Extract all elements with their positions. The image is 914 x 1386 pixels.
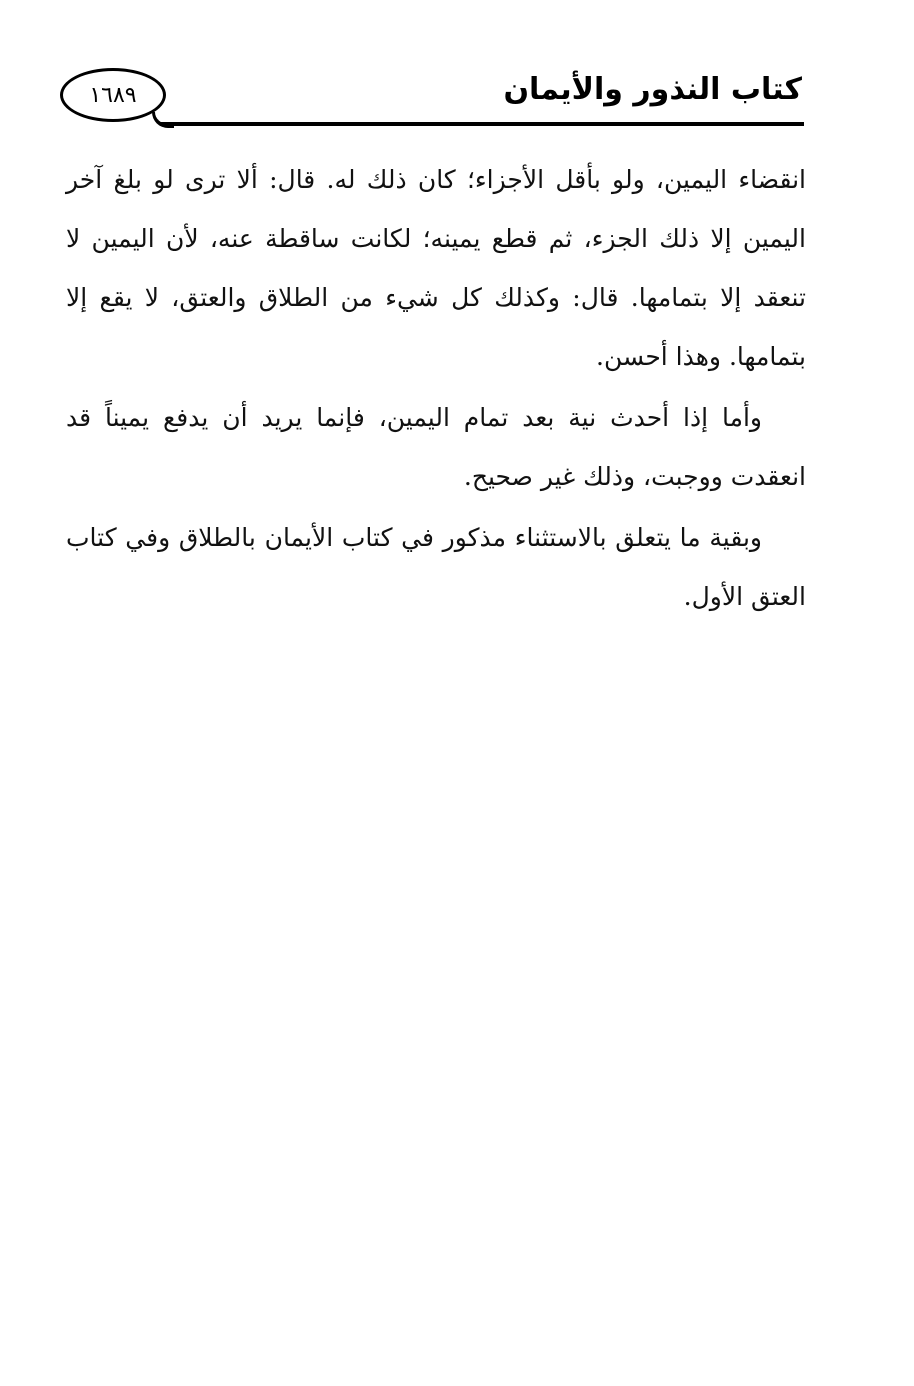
- page-number-badge: [60, 68, 166, 122]
- paragraph: انقضاء اليمين، ولو بأقل الأجزاء؛ كان ذلك له. قال: ألا ترى لو بلغ آخر اليمين إلا ذلك الجزء، ثم قطع يمينه؛ لكانت ساقطة عنه، لأن اليمين لا تنعقد إلا بتمامها. قال: وكذلك كل شيء من الطلاق والعتق، لا يقع إلا بتمامها. وهذا أحسن.: [66, 165, 806, 371]
- paragraph: وبقية ما يتعلق بالاستثناء مذكور في كتاب الأيمان بالطلاق وفي كتاب العتق الأول.: [66, 523, 806, 611]
- page-number: ١٦٨٩: [89, 82, 137, 108]
- book-title: كتاب النذور والأيمان: [503, 72, 802, 107]
- paragraph: وأما إذا أحدث نية بعد تمام اليمين، فإنما يريد أن يدفع يميناً قد انعقدت ووجبت، وذلك غير صحيح.: [66, 403, 806, 491]
- header-rule: [160, 122, 804, 126]
- running-header: [60, 62, 804, 134]
- main-text: [66, 150, 806, 626]
